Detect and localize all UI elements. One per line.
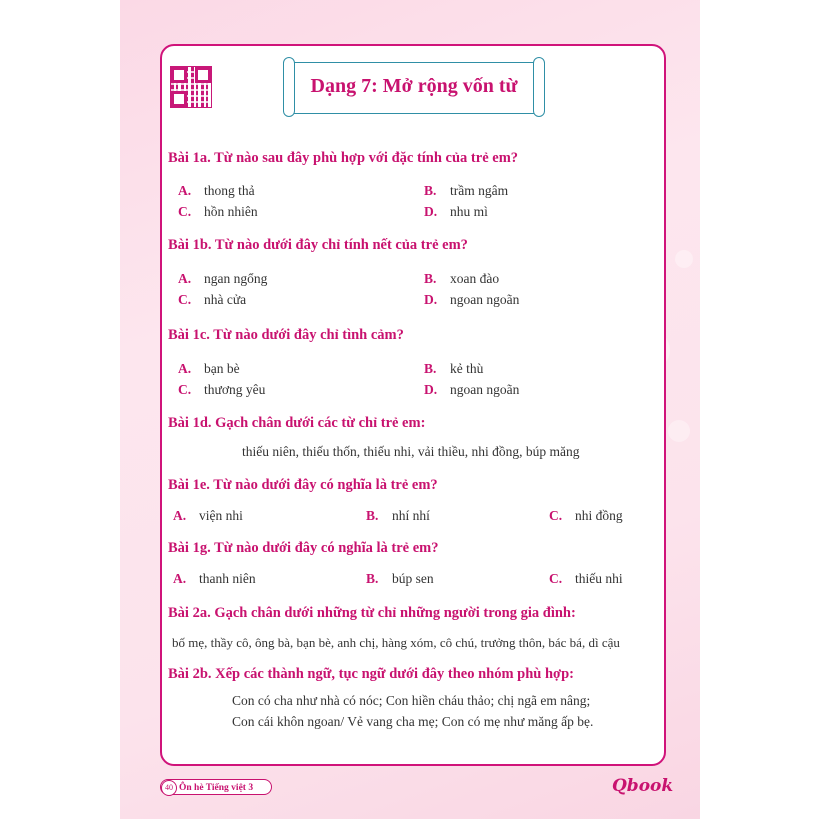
option-1g-c[interactable]: C. thiếu nhi xyxy=(549,571,623,586)
option-1b-b[interactable]: B. xoan đào xyxy=(424,271,500,286)
proverb-line-2: Con cái khôn ngoan/ Vẻ vang cha mẹ; Con có mẹ như măng ấp bẹ. xyxy=(232,714,594,729)
question-1b xyxy=(168,237,468,254)
question-text: Gạch chân dưới những từ chỉ những người trong gia đình: xyxy=(214,605,576,621)
option-1c-b[interactable]: B. kẻ thù xyxy=(424,361,484,376)
question-text: Từ nào sau đây phù hợp với đặc tính của trẻ em? xyxy=(214,150,519,166)
question-label: Bài 2a. xyxy=(168,605,211,621)
question-2a xyxy=(168,605,576,622)
question-1d xyxy=(168,415,425,432)
question-text: Từ nào dưới đây chỉ tính nết của trẻ em? xyxy=(214,237,468,253)
qr-code-icon[interactable] xyxy=(170,66,212,108)
page-title: Dạng 7: Mở rộng vốn từ xyxy=(310,75,518,97)
question-text: Gạch chân dưới các từ chỉ trẻ em: xyxy=(215,415,426,431)
question-label: Bài 1g. xyxy=(168,540,211,556)
option-1c-a[interactable]: A. bạn bè xyxy=(178,361,240,376)
page-number: 40 xyxy=(161,780,177,796)
question-1g xyxy=(168,540,439,557)
title-banner xyxy=(290,62,538,114)
question-1a xyxy=(168,150,518,167)
option-1a-b[interactable]: B. trầm ngâm xyxy=(424,183,509,198)
option-1e-a[interactable]: A. viện nhi xyxy=(173,508,243,523)
option-1c-d[interactable]: D. ngoan ngoãn xyxy=(424,382,520,397)
publisher-logo: Qbook xyxy=(612,776,674,796)
option-1a-d[interactable]: D. nhu mì xyxy=(424,204,488,219)
question-label: Bài 1d. xyxy=(168,415,212,431)
option-1e-c[interactable]: C. nhi đồng xyxy=(549,508,623,523)
option-1e-b[interactable]: B. nhí nhí xyxy=(366,508,430,523)
question-2b xyxy=(168,666,574,683)
option-1b-c[interactable]: C. nhà cửa xyxy=(178,292,247,307)
option-1g-b[interactable]: B. búp sen xyxy=(366,571,434,586)
question-text: Từ nào dưới đây có nghĩa là trẻ em? xyxy=(214,540,439,556)
book-title-label: Ôn hè Tiếng việt 3 xyxy=(160,779,272,795)
option-1b-a[interactable]: A. ngan ngổng xyxy=(178,271,268,286)
option-1a-a[interactable]: A. thong thả xyxy=(178,183,255,198)
question-label: Bài 1e. xyxy=(168,477,210,493)
decor-bubble xyxy=(668,420,690,442)
word-list-2a: bố mẹ, thầy cô, ông bà, bạn bè, anh chị, hàng xóm, cô chú, trưởng thôn, bác bá, dì cậu xyxy=(172,635,620,650)
question-label: Bài 2b. xyxy=(168,666,212,682)
question-label: Bài 1c. xyxy=(168,327,210,343)
question-1e xyxy=(168,477,438,494)
question-label: Bài 1b. xyxy=(168,237,212,253)
question-1c xyxy=(168,327,404,344)
question-text: Từ nào dưới đây có nghĩa là trẻ em? xyxy=(213,477,438,493)
question-label: Bài 1a. xyxy=(168,150,211,166)
question-text: Xếp các thành ngữ, tục ngữ dưới đây theo nhóm phù hợp: xyxy=(215,666,574,682)
option-1g-a[interactable]: A. thanh niên xyxy=(173,571,256,586)
decor-bubble xyxy=(675,250,693,268)
option-1a-c[interactable]: C. hồn nhiên xyxy=(178,204,258,219)
word-list-1d: thiếu niên, thiếu thốn, thiếu nhi, vải thiều, nhi đồng, búp măng xyxy=(242,444,580,459)
option-1c-c[interactable]: C. thương yêu xyxy=(178,382,266,397)
proverb-line-1: Con có cha như nhà có nóc; Con hiền cháu thảo; chị ngã em nâng; xyxy=(232,693,591,708)
question-text: Từ nào dưới đây chỉ tình cảm? xyxy=(213,327,404,343)
option-1b-d[interactable]: D. ngoan ngoãn xyxy=(424,292,520,307)
